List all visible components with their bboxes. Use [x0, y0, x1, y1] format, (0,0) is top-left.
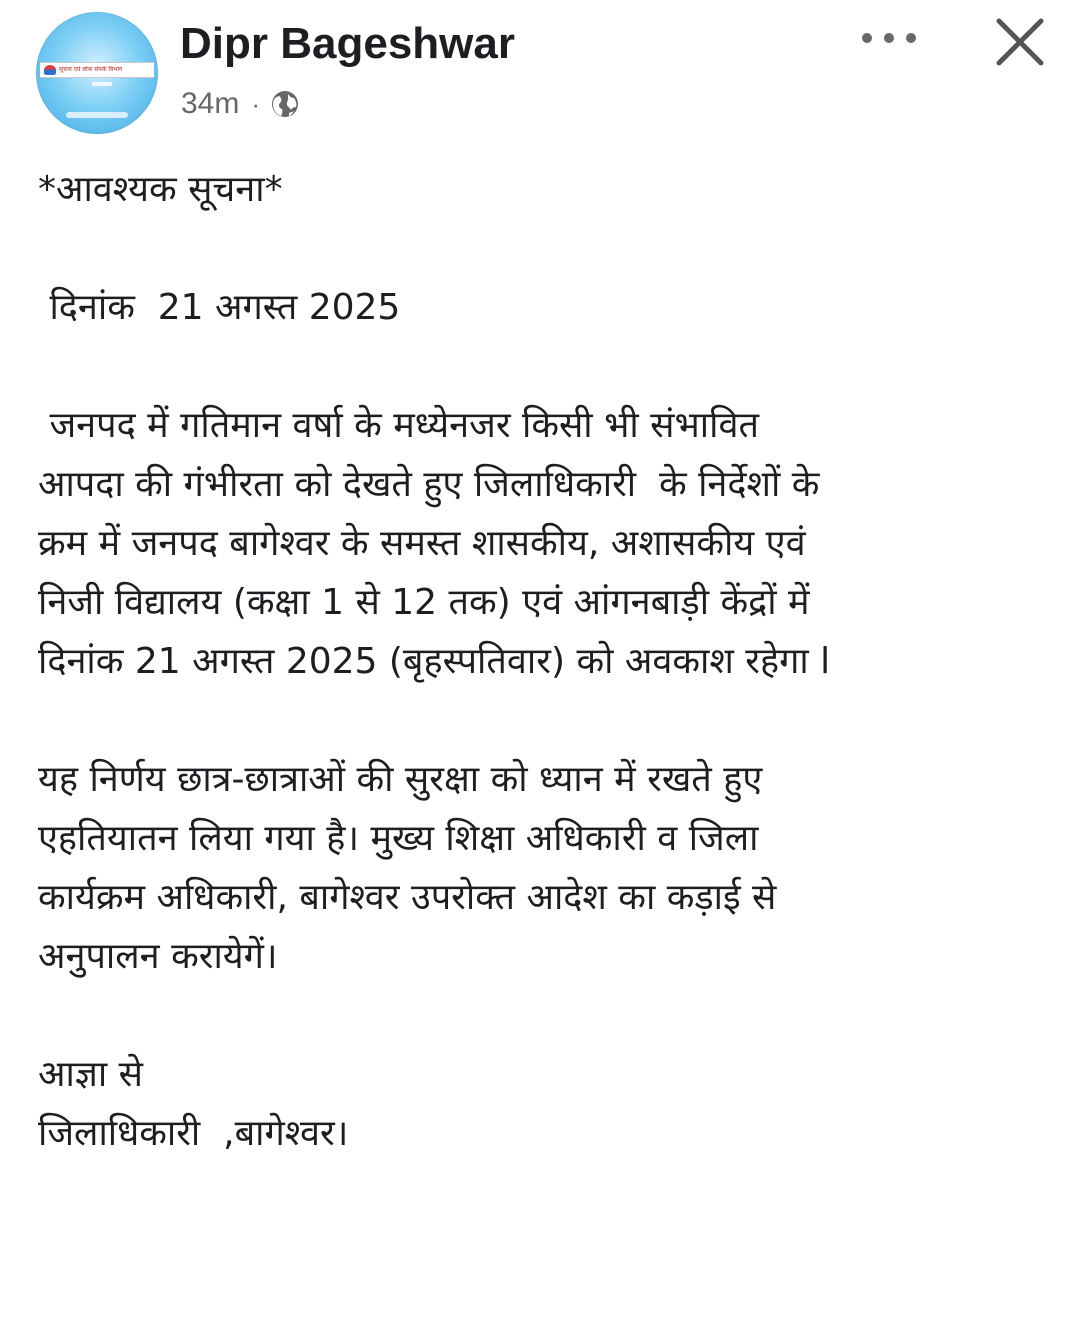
notice-heading: *आवश्यक सूचना* [38, 169, 283, 210]
notice-date: दिनांक 21 अगस्त 2025 [38, 287, 401, 328]
paragraph-line: दिनांक 21 अगस्त 2025 (बृहस्पतिवार) को अवकाश रहेगा l [38, 641, 831, 682]
post-body [38, 160, 1058, 1163]
close-icon [993, 15, 1047, 69]
paragraph-line: कार्यक्रम अधिकारी, बागेश्वर उपरोक्त आदेश का कड़ाई से [38, 877, 777, 918]
post-meta [181, 84, 300, 124]
signoff-line: आज्ञा से [38, 1054, 143, 1095]
more-horizontal-icon [859, 31, 919, 45]
signoff-line: जिलाधिकारी ,बागेश्वर। [38, 1113, 349, 1154]
avatar-logo-banner [40, 62, 154, 78]
paragraph-line: क्रम में जनपद बागेश्वर के समस्त शासकीय, अशासकीय एवं [38, 523, 806, 564]
post-header [0, 0, 1080, 150]
paragraph-line: अनुपालन करायेगें। [38, 936, 278, 977]
page-name-link[interactable]: Dipr Bageshwar [180, 19, 515, 68]
paragraph-line: यह निर्णय छात्र-छात्राओं की सुरक्षा को ध्यान में रखते हुए [38, 759, 763, 800]
spacer [38, 337, 1058, 396]
avatar-banner-text: सूचना एवं लोक संपर्क विभाग [59, 66, 123, 73]
meta-separator: · [251, 88, 261, 119]
post-timestamp[interactable]: 34m [181, 87, 240, 120]
paragraph-line: जनपद में गतिमान वर्षा के मध्येनजर किसी भी संभावित [38, 405, 759, 446]
close-button[interactable] [984, 6, 1056, 78]
paragraph-line: निजी विद्यालय (कक्षा 1 से 12 तक) एवं आंगनबाड़ी केंद्रों में [38, 582, 810, 623]
avatar-decoration-bar [66, 112, 128, 118]
globe-icon[interactable] [270, 89, 300, 119]
page-avatar[interactable] [36, 12, 158, 134]
spacer [38, 219, 1058, 278]
paragraph-line: एहतियातन लिया गया है। मुख्य शिक्षा अधिकारी व जिला [38, 818, 759, 859]
avatar-decoration [92, 82, 112, 86]
paragraph-line: आपदा की गंभीरता को देखते हुए जिलाधिकारी के निर्देशों के [38, 464, 820, 505]
government-emblem-logo [44, 65, 56, 75]
spacer [38, 986, 1058, 1045]
more-options-button[interactable] [856, 18, 922, 58]
spacer [38, 691, 1058, 750]
